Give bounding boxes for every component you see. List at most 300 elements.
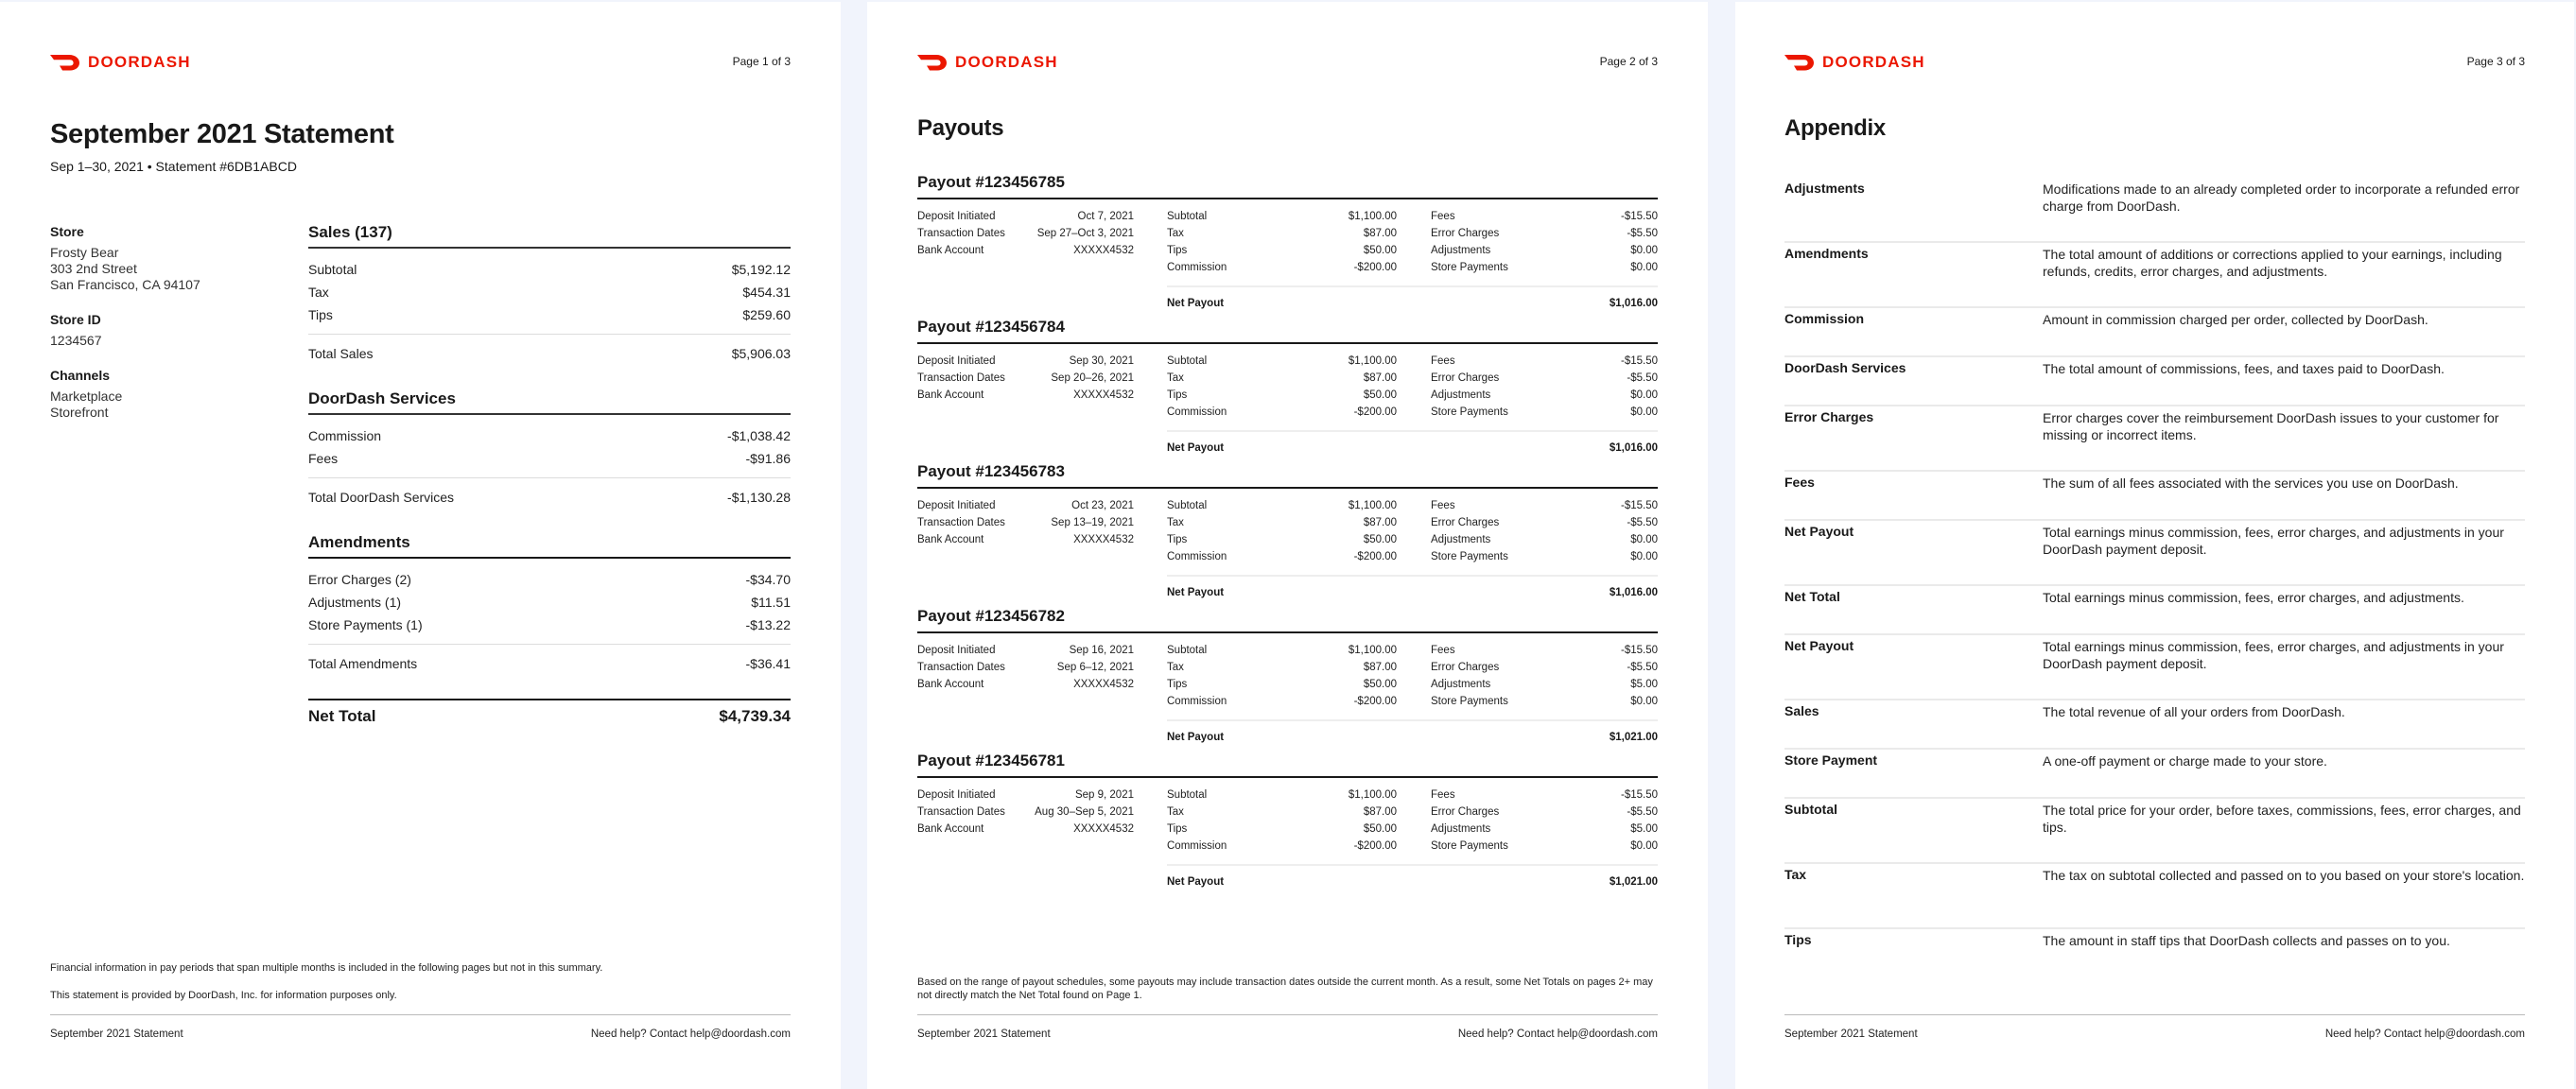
row-value: $1,100.00 <box>1348 355 1397 367</box>
row-value: $1,021.00 <box>1609 876 1658 888</box>
row-value: Sep 30, 2021 <box>1069 355 1134 367</box>
row-value: -$15.50 <box>1620 789 1658 801</box>
row-label: Commission <box>1167 696 1227 707</box>
row-label: Error Charges <box>1431 517 1500 528</box>
doordash-dash-icon <box>50 54 80 71</box>
row-label: Transaction Dates <box>917 517 1005 528</box>
row-value: XXXXX4532 <box>1073 389 1134 401</box>
row-label: Subtotal <box>1167 355 1208 367</box>
net-total-row <box>308 699 791 729</box>
footer-divider <box>50 1014 791 1015</box>
doordash-dash-icon <box>917 54 948 71</box>
section-title: Amendments <box>308 532 791 559</box>
row-label: Adjustments (1) <box>308 595 402 610</box>
row-label: Fees <box>1431 789 1455 801</box>
commission-row <box>1167 838 1397 855</box>
tax-row <box>1167 225 1397 242</box>
store-address-line2: San Francisco, CA 94107 <box>50 277 200 292</box>
definition: The total price for your order, before taxes, commissions, fees, error charges, and tips. <box>2043 803 2521 835</box>
deposit-initiated-row <box>917 786 1134 804</box>
row-value: $0.00 <box>1630 245 1658 256</box>
row-value: -$13.22 <box>745 617 791 632</box>
footer-divider <box>1784 1014 2525 1015</box>
row-label: Tax <box>1167 372 1184 384</box>
row-value: $0.00 <box>1630 406 1658 418</box>
row-label: Adjustments <box>1431 823 1491 835</box>
appendix-row <box>1784 406 2525 472</box>
row-value: $1,016.00 <box>1609 587 1658 598</box>
row-label: Deposit Initiated <box>917 500 996 511</box>
row-value: -$200.00 <box>1353 551 1397 562</box>
deposit-initiated-row <box>917 497 1134 514</box>
row-label: Store Payments <box>1431 696 1508 707</box>
row-label: Adjustments <box>1431 679 1491 690</box>
row-label: Error Charges <box>1431 662 1500 673</box>
term: Tax <box>1784 867 1807 882</box>
row-label: Transaction Dates <box>917 662 1005 673</box>
row-value: $0.00 <box>1630 262 1658 273</box>
row-label: Tax <box>1167 806 1184 818</box>
row-value: Sep 6–12, 2021 <box>1056 662 1134 673</box>
definition: The sum of all fees associated with the services you use on DoorDash. <box>2043 475 2459 491</box>
tips-row <box>1167 676 1397 693</box>
commission-row <box>1167 404 1397 421</box>
row-label: Tips <box>1167 534 1188 545</box>
row-value: $1,016.00 <box>1609 442 1658 454</box>
payout-title: Payout #123456781 <box>917 751 1658 778</box>
row-value: $87.00 <box>1363 228 1397 239</box>
payout-card <box>917 751 1658 895</box>
row-value: -$15.50 <box>1620 645 1658 656</box>
row-label: Deposit Initiated <box>917 211 996 222</box>
page-footer <box>1784 1028 2525 1040</box>
row-value: -$91.86 <box>745 451 791 466</box>
subtotal-row <box>1167 353 1397 370</box>
commission-row <box>1167 259 1397 276</box>
tips-row <box>1167 821 1397 838</box>
row-value: XXXXX4532 <box>1073 245 1134 256</box>
summary-row <box>308 281 791 303</box>
payout-card <box>917 172 1658 317</box>
transaction-dates-row <box>917 804 1134 821</box>
row-value: Sep 27–Oct 3, 2021 <box>1036 228 1134 239</box>
definition: Modifications made to an already completed order to incorporate a refunded error charge from DoorDash. <box>2043 182 2520 214</box>
adjustments-row <box>1431 242 1658 259</box>
doordash-logo <box>1784 54 1925 71</box>
row-label: Subtotal <box>1167 789 1208 801</box>
row-value: -$5.50 <box>1627 806 1658 818</box>
row-label: Bank Account <box>917 823 984 835</box>
store-payments-row <box>1431 259 1658 276</box>
row-value: $87.00 <box>1363 517 1397 528</box>
summary-row <box>308 614 791 636</box>
brand-wordmark: DOORDASH <box>955 53 1058 71</box>
row-value: $11.51 <box>751 595 791 610</box>
fees-row <box>1431 642 1658 659</box>
row-value: $1,100.00 <box>1348 645 1397 656</box>
footer-statement-name: September 2021 Statement <box>1784 1028 1918 1040</box>
row-label: Deposit Initiated <box>917 645 996 656</box>
row-value: Oct 23, 2021 <box>1071 500 1134 511</box>
row-value: Sep 16, 2021 <box>1069 645 1134 656</box>
doordash-logo <box>50 54 191 71</box>
commission-row <box>1167 693 1397 710</box>
definition: Amount in commission charged per order, collected by DoorDash. <box>2043 312 2428 327</box>
summary-row <box>308 591 791 614</box>
brand-wordmark: DOORDASH <box>88 53 191 71</box>
row-value: $50.00 <box>1363 245 1397 256</box>
row-label: Commission <box>1167 262 1227 273</box>
row-label: Tips <box>1167 389 1188 401</box>
row-value: Sep 13–19, 2021 <box>1051 517 1134 528</box>
row-label: Transaction Dates <box>917 372 1005 384</box>
tax-row <box>1167 514 1397 531</box>
transaction-dates-row <box>917 370 1134 387</box>
deposit-initiated-row <box>917 208 1134 225</box>
payout-title: Payout #123456783 <box>917 461 1658 489</box>
row-value: Sep 20–26, 2021 <box>1051 372 1134 384</box>
term: Subtotal <box>1784 802 1837 817</box>
transaction-dates-row <box>917 225 1134 242</box>
payout-card <box>917 317 1658 461</box>
row-label: Subtotal <box>1167 645 1208 656</box>
row-label: Adjustments <box>1431 245 1491 256</box>
row-label: Tax <box>1167 517 1184 528</box>
payout-title: Payout #123456784 <box>917 317 1658 344</box>
appendix-row <box>1784 700 2525 750</box>
net-payout-row <box>1167 719 1658 745</box>
term: Tips <box>1784 932 1812 947</box>
row-label: Fees <box>1431 211 1455 222</box>
page-footer <box>917 1028 1658 1040</box>
page-number: Page 2 of 3 <box>1599 55 1658 68</box>
row-label: Tax <box>1167 662 1184 673</box>
term: Store Payment <box>1784 752 1878 768</box>
net-total-label: Net Total <box>308 707 376 725</box>
row-value: $50.00 <box>1363 389 1397 401</box>
summary-row <box>308 568 791 591</box>
row-value: -$200.00 <box>1353 696 1397 707</box>
store-payments-row <box>1431 838 1658 855</box>
appendix-row <box>1784 357 2525 406</box>
fees-row <box>1431 208 1658 225</box>
footer-statement-name: September 2021 Statement <box>50 1028 183 1040</box>
row-label: Commission <box>1167 551 1227 562</box>
row-value: $87.00 <box>1363 372 1397 384</box>
statement-subtitle: Sep 1–30, 2021 • Statement #6DB1ABCD <box>50 159 297 174</box>
row-value: $0.00 <box>1630 696 1658 707</box>
row-value: $50.00 <box>1363 679 1397 690</box>
subtotal-row <box>1167 786 1397 804</box>
bank-account-row <box>917 676 1134 693</box>
section-total-row <box>308 644 791 675</box>
row-value: $5.00 <box>1630 823 1658 835</box>
appendix-row <box>1784 586 2525 635</box>
section-total-row <box>308 477 791 509</box>
tips-row <box>1167 387 1397 404</box>
store-name: Frosty Bear <box>50 245 119 260</box>
row-value: -$36.41 <box>745 656 791 671</box>
appendix-row <box>1784 472 2525 521</box>
row-label: Total DoorDash Services <box>308 490 455 505</box>
statement-page-3 <box>1735 2 2574 1089</box>
term: Net Total <box>1784 589 1840 604</box>
tax-row <box>1167 659 1397 676</box>
error-charges-row <box>1431 804 1658 821</box>
row-label: Store Payments <box>1431 262 1508 273</box>
term: Net Payout <box>1784 638 1854 653</box>
appendix-row <box>1784 799 2525 864</box>
doordash-logo <box>917 54 1058 71</box>
row-label: Bank Account <box>917 389 984 401</box>
row-label: Commission <box>308 428 382 443</box>
section-total-row <box>308 334 791 365</box>
definition: The total amount of commissions, fees, and taxes paid to DoorDash. <box>2043 361 2445 376</box>
row-value: $50.00 <box>1363 534 1397 545</box>
doordash-dash-icon <box>1784 54 1815 71</box>
row-label: Deposit Initiated <box>917 355 996 367</box>
channel-item: Storefront <box>50 405 109 420</box>
summary <box>308 222 791 729</box>
net-total-value: $4,739.34 <box>719 707 791 725</box>
store-id-value: 1234567 <box>50 333 102 348</box>
row-label: Tips <box>1167 679 1188 690</box>
store-id-label: Store ID <box>50 312 101 327</box>
store-info <box>50 223 268 439</box>
row-label: Transaction Dates <box>917 806 1005 818</box>
footer-help-contact[interactable]: Need help? Contact help@doordash.com <box>590 1028 791 1040</box>
row-value: -$1,038.42 <box>727 428 791 443</box>
row-value: $0.00 <box>1630 551 1658 562</box>
term: Fees <box>1784 475 1815 490</box>
error-charges-row <box>1431 659 1658 676</box>
subtotal-row <box>1167 497 1397 514</box>
page-title: Payouts <box>917 115 1004 141</box>
term: Error Charges <box>1784 409 1874 424</box>
adjustments-row <box>1431 531 1658 548</box>
row-label: Bank Account <box>917 534 984 545</box>
store-payments-row <box>1431 548 1658 565</box>
footer-statement-name: September 2021 Statement <box>917 1028 1051 1040</box>
row-value: -$15.50 <box>1620 211 1658 222</box>
net-payout-row <box>1167 575 1658 600</box>
channels-block <box>50 367 268 421</box>
row-label: Net Payout <box>1167 876 1225 888</box>
row-label: Deposit Initiated <box>917 789 996 801</box>
footnote: This statement is provided by DoorDash, Inc. for information purposes only. <box>50 990 397 1001</box>
definition: A one-off payment or charge made to your store. <box>2043 753 2327 769</box>
row-label: Subtotal <box>1167 211 1208 222</box>
row-value: -$5.50 <box>1627 517 1658 528</box>
row-label: Store Payments <box>1431 406 1508 418</box>
footer-help-contact[interactable]: Need help? Contact help@doordash.com <box>1457 1028 1658 1040</box>
row-label: Error Charges <box>1431 372 1500 384</box>
appendix-row <box>1784 521 2525 586</box>
row-label: Net Payout <box>1167 587 1225 598</box>
definition: The total amount of additions or corrections applied to your earnings, including refunds, credits, error charges, and adjustments. <box>2043 247 2502 279</box>
row-label: Fees <box>1431 645 1455 656</box>
net-payout-row <box>1167 430 1658 456</box>
term: Amendments <box>1784 246 1869 261</box>
footer-help-contact[interactable]: Need help? Contact help@doordash.com <box>2324 1028 2525 1040</box>
appendix-row <box>1784 864 2525 929</box>
subtotal-row <box>1167 208 1397 225</box>
row-value: $1,021.00 <box>1609 732 1658 743</box>
row-label: Store Payments (1) <box>308 617 423 632</box>
row-label: Error Charges (2) <box>308 572 411 587</box>
row-label: Adjustments <box>1431 389 1491 401</box>
fees-row <box>1431 786 1658 804</box>
row-label: Fees <box>1431 500 1455 511</box>
term: Adjustments <box>1784 181 1865 196</box>
store-address-line1: 303 2nd Street <box>50 261 137 276</box>
bank-account-row <box>917 531 1134 548</box>
row-value: -$34.70 <box>745 572 791 587</box>
channels-label: Channels <box>50 368 111 383</box>
row-value: $1,100.00 <box>1348 789 1397 801</box>
row-value: -$15.50 <box>1620 355 1658 367</box>
tax-row <box>1167 370 1397 387</box>
amendments-section <box>308 532 791 675</box>
net-payout-row <box>1167 864 1658 890</box>
row-value: $259.60 <box>742 307 791 322</box>
store-payments-row <box>1431 693 1658 710</box>
appendix-list <box>1784 178 2525 978</box>
summary-row <box>308 424 791 447</box>
sales-section <box>308 222 791 365</box>
row-label: Net Payout <box>1167 442 1225 454</box>
appendix-row <box>1784 178 2525 243</box>
statement-page-1 <box>0 2 841 1089</box>
appendix-row <box>1784 929 2525 978</box>
row-label: Tips <box>1167 245 1188 256</box>
payout-title: Payout #123456785 <box>917 172 1658 199</box>
row-value: XXXXX4532 <box>1073 679 1134 690</box>
transaction-dates-row <box>917 514 1134 531</box>
commission-row <box>1167 548 1397 565</box>
appendix-row <box>1784 243 2525 308</box>
footer-divider <box>917 1014 1658 1015</box>
row-label: Error Charges <box>1431 806 1500 818</box>
row-label: Adjustments <box>1431 534 1491 545</box>
row-value: XXXXX4532 <box>1073 534 1134 545</box>
section-title: DoorDash Services <box>308 389 791 415</box>
summary-row <box>308 303 791 326</box>
section-title: Sales (137) <box>308 222 791 249</box>
row-label: Fees <box>308 451 339 466</box>
row-label: Fees <box>1431 355 1455 367</box>
appendix-row <box>1784 635 2525 700</box>
definition: The tax on subtotal collected and passed on to you based on your store's location. <box>2043 868 2525 883</box>
row-value: -$1,130.28 <box>727 490 791 505</box>
services-section <box>308 389 791 509</box>
row-label: Commission <box>1167 406 1227 418</box>
definition: Total earnings minus commission, fees, error charges, and adjustments in your DoorDash payment deposit. <box>2043 525 2504 557</box>
row-value: -$15.50 <box>1620 500 1658 511</box>
page-number: Page 3 of 3 <box>2466 55 2525 68</box>
row-label: Store Payments <box>1431 551 1508 562</box>
transaction-dates-row <box>917 659 1134 676</box>
appendix-row <box>1784 750 2525 799</box>
row-value: Oct 7, 2021 <box>1077 211 1134 222</box>
row-value: $5,906.03 <box>731 346 791 361</box>
page-title: Appendix <box>1784 115 1886 141</box>
tips-row <box>1167 531 1397 548</box>
store-payments-row <box>1431 404 1658 421</box>
term: Net Payout <box>1784 524 1854 539</box>
payout-title: Payout #123456782 <box>917 606 1658 633</box>
payouts-list <box>917 172 1658 895</box>
tips-row <box>1167 242 1397 259</box>
adjustments-row <box>1431 676 1658 693</box>
row-label: Net Payout <box>1167 732 1225 743</box>
row-label: Store Payments <box>1431 840 1508 852</box>
row-value: $5.00 <box>1630 679 1658 690</box>
row-label: Commission <box>1167 840 1227 852</box>
payout-card <box>917 461 1658 606</box>
row-value: $0.00 <box>1630 389 1658 401</box>
row-value: -$5.50 <box>1627 662 1658 673</box>
definition: Error charges cover the reimbursement DoorDash issues to your customer for missing or incorrect items. <box>2043 410 2499 442</box>
row-value: XXXXX4532 <box>1073 823 1134 835</box>
definition: The total revenue of all your orders from DoorDash. <box>2043 704 2345 719</box>
error-charges-row <box>1431 225 1658 242</box>
channel-item: Marketplace <box>50 389 123 404</box>
row-label: Bank Account <box>917 245 984 256</box>
definition: Total earnings minus commission, fees, error charges, and adjustments. <box>2043 590 2464 605</box>
row-label: Subtotal <box>308 262 357 277</box>
row-label: Error Charges <box>1431 228 1500 239</box>
row-label: Tips <box>1167 823 1188 835</box>
row-value: -$5.50 <box>1627 228 1658 239</box>
error-charges-row <box>1431 514 1658 531</box>
row-value: $1,100.00 <box>1348 211 1397 222</box>
row-value: $87.00 <box>1363 806 1397 818</box>
payout-note: Based on the range of payout schedules, some payouts may include transaction dates outside the current month. As a result, some Net Totals on pages 2+ may not directly match the Net Total found on Page 1. <box>917 977 1653 1001</box>
row-value: -$200.00 <box>1353 406 1397 418</box>
bank-account-row <box>917 242 1134 259</box>
appendix-row <box>1784 308 2525 357</box>
deposit-initiated-row <box>917 353 1134 370</box>
term: Sales <box>1784 703 1819 718</box>
net-payout-row <box>1167 285 1658 311</box>
store-block <box>50 223 268 293</box>
error-charges-row <box>1431 370 1658 387</box>
subtotal-row <box>1167 642 1397 659</box>
statement-page-2 <box>867 2 1708 1089</box>
store-id-block <box>50 311 268 349</box>
row-value: $1,100.00 <box>1348 500 1397 511</box>
brand-wordmark: DOORDASH <box>1822 53 1925 71</box>
row-value: -$200.00 <box>1353 262 1397 273</box>
row-value: $87.00 <box>1363 662 1397 673</box>
bank-account-row <box>917 821 1134 838</box>
row-value: -$200.00 <box>1353 840 1397 852</box>
row-label: Total Sales <box>308 346 374 361</box>
page-number: Page 1 of 3 <box>732 55 791 68</box>
row-value: $454.31 <box>742 285 791 300</box>
adjustments-row <box>1431 387 1658 404</box>
row-value: Sep 9, 2021 <box>1074 789 1134 801</box>
row-label: Transaction Dates <box>917 228 1005 239</box>
row-value: -$5.50 <box>1627 372 1658 384</box>
row-value: $0.00 <box>1630 840 1658 852</box>
row-value: $5,192.12 <box>731 262 791 277</box>
row-value: $1,016.00 <box>1609 298 1658 309</box>
bank-account-row <box>917 387 1134 404</box>
store-label: Store <box>50 224 84 239</box>
row-value: $0.00 <box>1630 534 1658 545</box>
